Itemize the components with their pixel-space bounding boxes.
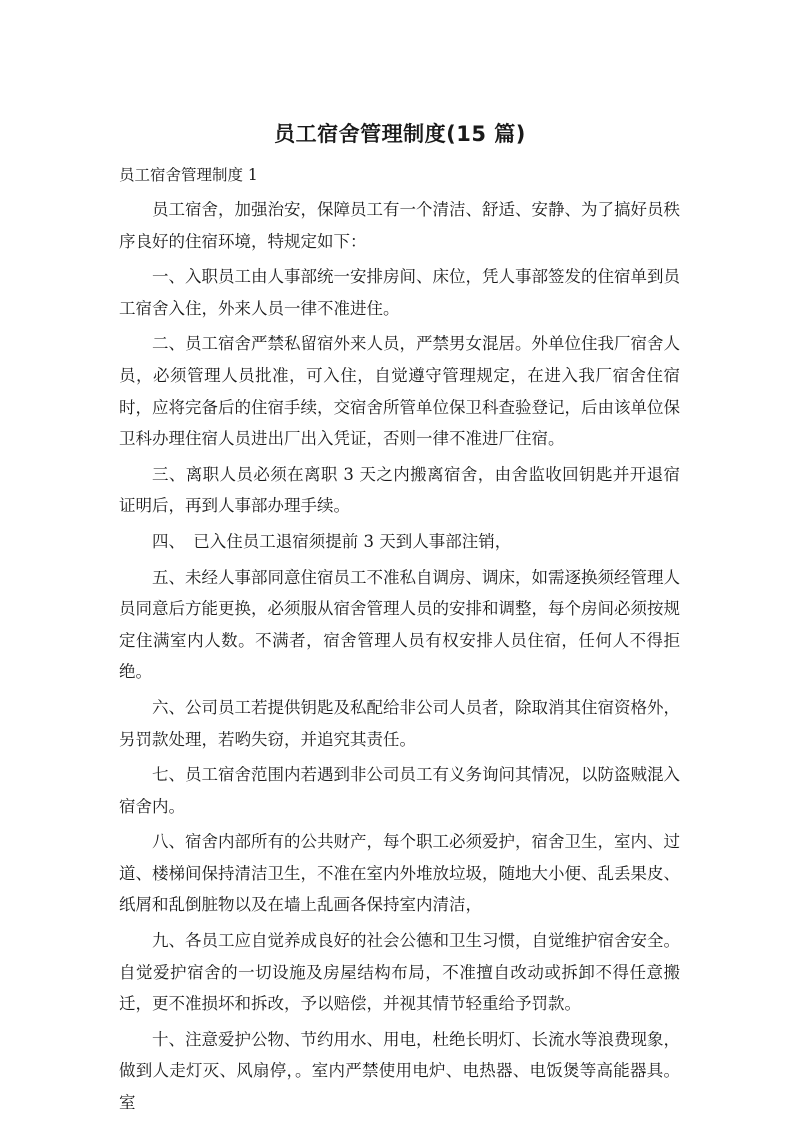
paragraph-rule-2: 二、员工宿舍严禁私留宿外来人员，严禁男女混居。外单位住我厂宿舍人员，必须管理人员批准，可入住，自觉遵守管理规定，在进入我厂宿舍住宿时，应将完备后的住宿手续，交宿舍所管单位保卫科查验登记，后由该单位保卫科办理住宿人员进出厂出入凭证，否则一律不准进厂住宿。 (119, 334, 680, 449)
paragraph-rule-8: 八、宿舍内部所有的公共财产，每个职工必须爱护，宿舍卫生，室内、过道、楼梯间保持清洁卫生，不准在室内外堆放垃圾，随地大小便、乱丢果皮、纸屑和乱倒脏物以及在墙上乱画各保持室内清洁， (119, 832, 680, 915)
paragraph-rule-10: 十、注意爱护公物、节约用水、用电，杜绝长明灯、长流水等浪费现象，做到人走灯灭、风扇停，。室内严禁使用电炉、电热器、电饭煲等高能器具。室 (119, 1029, 680, 1113)
paragraph-rule-3: 三、离职人员必须在离职 3 天之内搬离宿舍，由舍监收回钥匙并开退宿证明后，再到人事部办理手续。 (119, 464, 680, 516)
paragraph-rule-6: 六、公司员工若提供钥匙及私配给非公司人员者，除取消其住宿资格外，另罚款处理，若哟失窃，并追究其责任。 (119, 697, 680, 749)
document-body (119, 194, 680, 1123)
paragraph-intro: 员工宿舍，加强治安，保障员工有一个清洁、舒适、安静、为了搞好员秩序良好的住宿环境，特规定如下： (119, 200, 680, 251)
paragraph-rule-7: 七、员工宿舍范围内若遇到非公司员工有义务询问其情况，以防盗贼混入宿舍内。 (119, 765, 680, 816)
paragraph-rule-5: 五、未经人事部同意住宿员工不准私自调房、调床，如需逐换须经管理人员同意后方能更换，必须服从宿舍管理人员的安排和调整，每个房间必须按规定住满室内人数。不满者，宿舍管理人员有权安排人员住宿，任何人不得拒绝。 (119, 567, 680, 682)
section-heading: 员工宿舍管理制度 1 (119, 166, 258, 184)
paragraph-rule-4: 四、 已入住员工退宿须提前 3 天到人事部注销， (152, 531, 512, 551)
document-title: 员工宿舍管理制度(15 篇) (274, 122, 526, 146)
paragraph-rule-1: 一、入职员工由人事部统一安排房间、床位，凭人事部签发的住宿单到员工宿舍入住，外来人员一律不准进住。 (119, 267, 680, 318)
paragraph-rule-9: 九、各员工应自觉养成良好的社会公德和卫生习惯，自觉维护宿舍安全。自觉爱护宿舍的一切设施及房屋结构布局，不准擅自改动或拆卸不得任意搬迁，更不准损坏和拆改，予以赔偿，并视其情节轻重给予罚款。 (119, 931, 680, 1014)
